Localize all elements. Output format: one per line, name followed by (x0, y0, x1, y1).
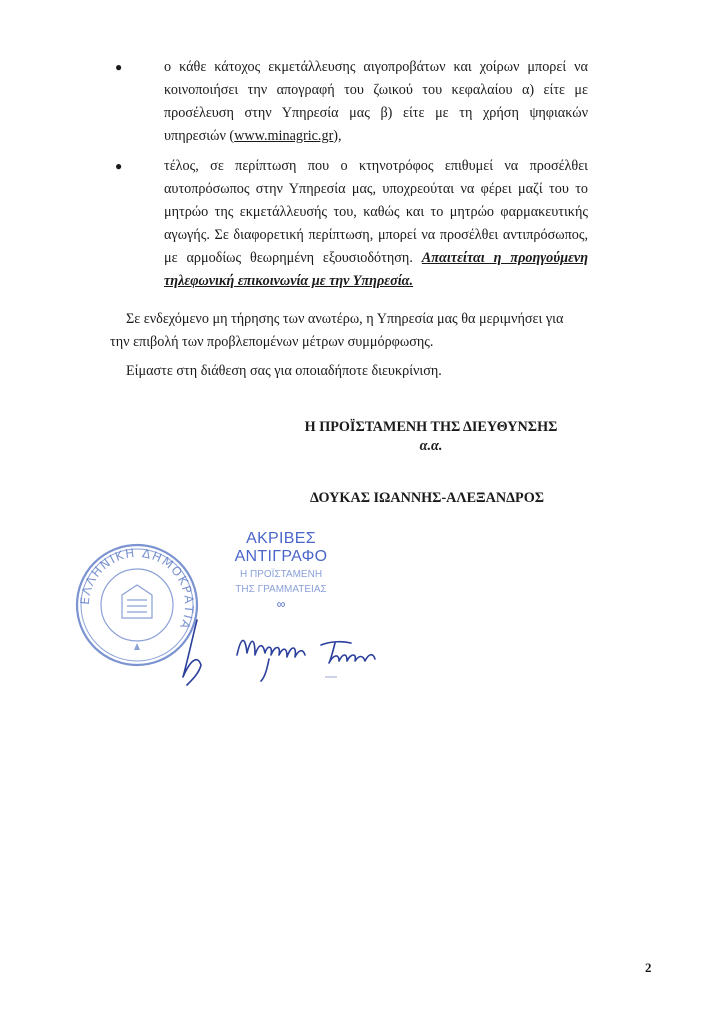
phone-contact-emphasis: Απαιτείται η προηγούμενη τηλεφωνική επικοινωνία με την Υπηρεσία. (164, 250, 589, 289)
closing-paragraph: Είμαστε στη διάθεση σας για οποιαδήποτε διευκρίνιση. (126, 363, 442, 379)
bullet-list (115, 56, 589, 300)
copy-stamp-title: ΑΚΡΙΒΕΣ ΑΝΤΙΓΡΑΦΟ (234, 530, 328, 565)
bullet-text: τέλος, σε περίπτωση που ο κτηνοτρόφος επιθυμεί να προσέλθει αυτοπρόσωπος στην Υπηρεσία μας, υποχρεούται να φέρει μαζί του το μητρώο της εκμετάλλευσής του, καθώς και το μητρώο φαρμακευτικής αγωγής. Σε διαφορετική περίπτωση, μπορεί να προσέλθει αντιπρόσωπος, με αρμοδίως θεωρημένη εξουσιοδότηση. Απαιτείται η προηγούμενη τηλεφωνική επικοινωνία με την Υπηρεσία. (164, 158, 589, 289)
copy-stamp-line3: ΤΗΣ ΓΡΑΜΜΑΤΕΙΑΣ (235, 584, 327, 595)
minagric-link[interactable]: www.minagric.gr (234, 128, 334, 144)
bullet-item-livestock-inventory (115, 56, 588, 148)
svg-text:ΕΛΛΗΝΙΚΗ ΔΗΜΟΚΡΑΤΙΑ: ΕΛΛΗΝΙΚΗ ΔΗΜΟΚΡΑΤΙΑ (77, 545, 197, 633)
bullet-marker: ● (115, 159, 123, 173)
signatory-title: Η ΠΡΟΪΣΤΑΜΕΝΗ ΤΗΣ ΔΙΕΥΘΥΝΣΗΣ (304, 419, 558, 435)
copy-stamp-mark: ∞ (276, 597, 286, 611)
bullet-text: ο κάθε κάτοχος εκμετάλλευσης αιγοπροβάτων και χοίρων μπορεί να κοινοποιήσει την απογραφή του ζωικού του κεφαλαίου α) είτε με προσέλευση στην Υπηρεσία μας β) είτε με τη χρήση ψηφιακών υπηρεσιών (www.minagric.gr), (164, 59, 588, 144)
bullet-marker: ● (115, 60, 123, 74)
compliance-paragraph: Σε ενδεχόμενο μη τήρησης των ανωτέρω, η Υπηρεσία μας θα μεριμνήσει για την επιβολή των προβλεπομένων μέτρων συμμόρφωσης. (110, 311, 564, 350)
signatory-aa: α.α. (419, 438, 443, 454)
signatory-name: ΔΟΥΚΑΣ ΙΩΑΝΝΗΣ-ΑΛΕΞΑΝΔΡΟΣ (309, 490, 545, 506)
exact-copy-stamp (206, 530, 356, 611)
handwritten-signature-icon (175, 615, 415, 695)
bullet-item-in-person-visit (115, 155, 589, 293)
page-number: 2 (645, 960, 652, 975)
copy-stamp-line2: Η ΠΡΟΪΣΤΑΜΕΝΗ (239, 569, 323, 580)
